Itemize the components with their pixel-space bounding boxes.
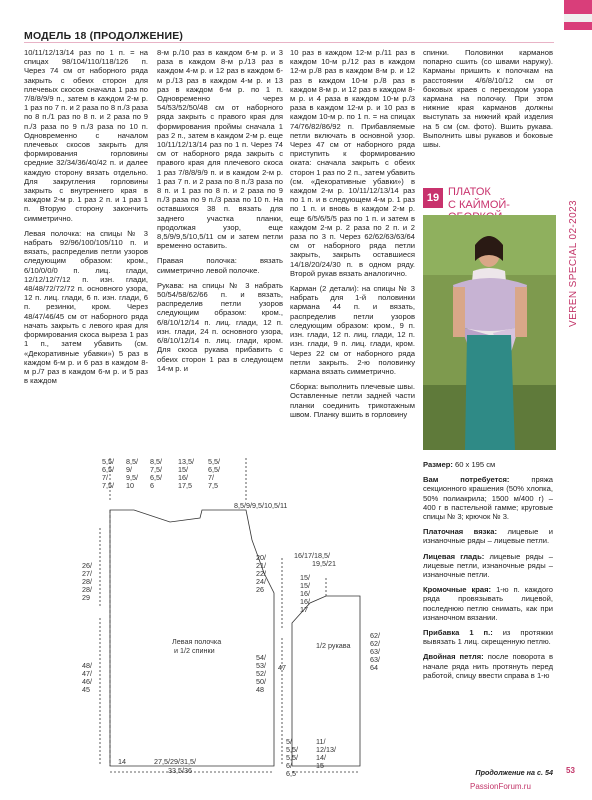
page-number: 53 [566,766,575,775]
paragraph: Правая полочка: вязать симметрично левой полочке. [157,256,283,275]
woman-shawl-illustration [423,215,556,450]
model-photo [423,215,556,450]
piece-label: Левая полочка [172,637,222,646]
dim-label: 64 [370,663,378,672]
spec-label: Кромочные края: [423,585,492,595]
dim-label: 6,5/ [102,465,114,474]
spec-text: 60 х 195 см [452,460,496,469]
paragraph: 8-м р./10 раз в каждом 6-м р. и 3 раза в каждом 8-м р./13 раз в каждом 4-м р. и 12 раз в каждом 6-м р./13 раз в каждом 4-м р. и 13 раз в каждом 6-м р. по 1 п. Одновременно через 54/53/52/50/48 см от наборного ряда закрыть с правого края для формирования проймы сначала 1 раз 2 п., затем в каждом 2-м р. еще 10/11/12/13/14 раз по 1 п. Через 74 см от наборного ряда закрыть с правого края для плечевого скоса 1 раз 7/8/8/9/9 п. и в каждом 2-м р. 1 раз 7 п. и 2 раза по 8 п./3 раза по 8 п. и 1 раз по 8 п. и 2 раза по 9 п./3 раза по 9 п./3 раза по 10 п. На оставшихся 38 п. вязать для заднего участка планки, продолжая узор, еще 8,5/9/9,5/10,5/11 см и затем петли временно оставить. [157,48,283,251]
dim-label: 15/ [300,573,310,582]
dim-label: 46/ [82,677,92,686]
dim-label: 7/ [102,473,108,482]
spec-label: Размер: [423,460,453,469]
paragraph: Рукава: на спицы № 3 набрать 50/54/58/62/66 п. и вязать, распределив петли узоров следующим образом: кром., 6/8/10/12/14 п. лиц. глади, 12 п. изн. глади, 24 п. основного узора, 6/8/10/12/14 п. лиц. глади, кром. Для скоса рукава прибавить с обеих сторон 1 раз в следующем 14-м р. и [157,280,283,373]
dim-label: 54/ [256,653,266,662]
dim-label: 24/ [256,577,266,586]
dim-label: 9/ [126,465,132,474]
dim-label: 45 [82,685,90,694]
magazine-name: VEREN SPECIAL 02-2023 [568,200,579,327]
dim-label: 15 [316,761,324,770]
dim-label: 12/13/ [316,745,336,754]
dim-label: 17 [300,605,308,614]
spec-label: Лицевая гладь: [423,551,485,561]
spec-label: Двойная петля: [423,652,484,662]
dim-label: 15/ [300,581,310,590]
piece-label: и 1/2 спинки [174,646,215,655]
spec-label: Платочная вязка: [423,527,497,537]
dim-label: 20/ [256,553,266,562]
dim-label: 8,5/ [126,457,138,466]
text-column-1 [24,48,148,391]
paragraph: Сборка: выполнить плечевые швы. Оставленные петли задней части планки соединить трикотажным швом. Планку вшить в горловину [290,382,415,419]
spec-increase [423,628,553,646]
dim-label: 5,5/ [286,745,298,754]
dim-label: 52/ [256,669,266,678]
dim-label: 10 [126,481,134,490]
spec-label: Прибавка 1 п.: [423,628,493,638]
page-header-title: МОДЕЛЬ 18 (ПРОДОЛЖЕНИЕ) [24,30,184,42]
spec-edges [423,585,553,622]
dim-label: 5/ [286,737,292,746]
dim-label: 16/17/18,5/ [294,551,330,560]
dim-label: 16/ [300,589,310,598]
magazine-side-title [568,200,588,370]
text-column-3 [290,48,415,425]
piece-label: 1/2 рукава [316,641,351,650]
dim-label: 21/ [256,561,266,570]
paragraph: 10/11/12/13/14 раз по 1 п. = на спицах 98/104/110/118/126 п. Через 74 см от наборного ряда закрыть с обеих сторон для плечевых скосов сначала 1 раз по 7/8/8/9/9 п., затем в каждом 2-м р. 1 раз по 7 п. и 2 раза по 8 п./3 раза по 8 п./1 раз по 8 п. и 2 раза по 9 п./3 раза по 9 п./3 раза по 10 п. Одновременно с началом плечевых скосов закрыть для формирования горловины средние 32/34/36/40/42 п. и далее каждую сторону вязать отдельно. Для закругления горловины закрыть с внутреннего края в каждом 2-м р. 1 раз 2 п. и 1 раз 1 п. Вторую сторону закончить симметрично. [24,48,148,223]
dim-label: 28/ [82,585,92,594]
dim-label: 8,5/9/9,5/10,5/11 [234,501,288,510]
paragraph: Карман (2 детали): на спицы № 3 набрать для 1-й половинки кармана 44 п. и вязать, распределив петли узоров следующим образом: кром., 9 п. изн. глади, 12 п. лиц. глади, 12 п. изн. глади, 9 п. лиц. глади, кром. Через 22 см от наборного ряда петли закрыть. 2-ю половинку кармана вязать симметрично. [290,284,415,376]
dim-label: 7,5/ [150,465,162,474]
pattern-schematic [24,448,419,778]
spec-text: 1-ю п. каждого ряда провязывать лицевой, последнюю петлю снимать, как при изнаночном вязании. [423,585,553,622]
dim-label: 14 [118,757,126,766]
dim-label: 19,5/21 [312,559,336,568]
model-title-line-2: С КАЙМОЙ- [448,198,510,211]
dim-label: 16/ [178,473,188,482]
specs-column [423,460,553,686]
spec-text: пряжа секционного крашения (50% хлопка, 50% полиакрила; 1500 м/400 г) – 400 г в пастельной гамме; круговые спицы № 3; крючок № 3. [423,475,553,522]
spec-label: Вам потребуется: [423,475,510,485]
dim-label: 62/ [370,639,380,648]
dim-label: 26/ [82,561,92,570]
spec-double-stitch [423,652,553,680]
model-number-badge: 19 [423,188,443,208]
dim-label: 11/ [316,737,326,746]
dim-label: 13,5/ [178,457,194,466]
paragraph: Левая полочка: на спицы № 3 набрать 92/96/100/105/110 п. и вязать, распределив петли узоров следующим образом: кром., 6/10/0/0/0 п. лиц. глади, 12/12/12/7/12 п. изн. глади, 48/48/72/72/72 п. основного узора, 12 п. лиц. глади, 6 п. изн. глади, 6 п. резинки, кром. Через 48/47/46/45 см от наборного ряда начать закрыть с левого края для формирования скоса выреза 1 раз 1 п., затем убавить (см. «Декоративные убавки») 5 раз в каждом 6-м р. и 6 раз в каждом 8-м р./7 раз в каждом 6-м р. и 5 раз в каждом [24,228,148,386]
spec-text: лицевые ряды – лицевые петли, изнаночные ряды – изнаночные петли. [423,551,553,580]
dim-label: 22/ [256,569,266,578]
dim-label: 48 [256,685,264,694]
dim-label: 33,5/36 [168,766,192,775]
dim-label: 6,5/ [150,473,162,482]
dim-label: 5,5/ [208,457,220,466]
dim-label: 26 [256,585,264,594]
dim-label: 50/ [256,677,266,686]
side-color-bar [564,0,592,190]
text-column-4 [423,48,553,155]
spec-text: из протяжки вывязать 1 лиц. скрещенную петлю. [423,628,553,647]
dim-label: 63/ [370,647,380,656]
dim-label: 8,5/ [150,457,162,466]
model-title-line-1: ПЛАТОК [448,186,491,198]
paragraph: спинки. Половинки карманов попарно сшить (со швами наружу). Карманы пришить к полочкам на расстоянии 4/6/8/10/12 см от боковых краев с переходом узора кармана на полочку. При этом нижние края карманов должны выступать за нижний край изделия на 5 см (см. фото). Вшить рукава. Выполнить швы рукавов и боковые швы. [423,48,553,150]
dim-label: 53/ [256,661,266,670]
spec-size [423,460,553,469]
text-column-2 [157,48,283,379]
header-divider [24,42,554,43]
dim-label: 7/ [208,473,214,482]
dim-label: 16/ [300,597,310,606]
dim-label: 29 [82,593,90,602]
dim-label: 15/ [178,465,188,474]
spec-text: после поворота в начале ряда нить протянуть перед работой, спицу ввести справа в 1-ю [423,652,553,680]
dim-label: 9,5/ [126,473,138,482]
dim-label: 5,5/ [102,457,114,466]
paragraph: 10 раз в каждом 12-м р./11 раз в каждом 10-м р./12 раз в каждом 12-м р./8 раз в каждом 8-м р. и 12 раз в каждом 10-м р./8 раз в каждом 8-м р. и 12 раз в каждом 8-м р. и 4 раза в каждом 10-м р./3 раза в каждом 12-м р. и 10 раз в каждом 10-м р. по 1 п. = на спицах 74/76/82/86/92 п. Прибавляемые петли включать в основной узор. Через 47 см от наборного ряда приступить к формированию оката: сначала закрыть с обеих сторон 1 раз по 2 п., затем убавить (см. «Декоративные убавки») в каждом 2-м р. 10/11/12/13/14 раз по 1 п. и в следующем 4-м р. 1 раз по 1 п. и вновь в каждом 2-м р. еще 6/5/6/5/5 раз по 1 п. и затем в каждом 2-м р. 2 раза по 2 п. и 2 раза по 3 п. Через 62/62/63/63/64 см от наборного ряда петли закрыть, закрыть оставшиеся 14/18/20/24/30 п. в одном ряду. Второй рукав вязать аналогично. [290,48,415,278]
continue-note: Продолжение на с. 54 [475,768,553,777]
dim-label: 48/ [82,661,92,670]
spec-stockinette [423,552,553,580]
dim-label: 63/ [370,655,380,664]
dim-label: 27,5/29/31,5/ [154,757,196,766]
schematic-svg [24,448,419,778]
dim-label: 6,5/ [208,465,220,474]
dim-label: 6,5 [286,769,296,778]
dim-label: 6 [150,481,154,490]
dim-label: 17,5 [178,481,192,490]
dim-label: 47/ [82,669,92,678]
dim-label: 6/ [286,761,292,770]
dim-label: 7,5 [208,481,218,490]
dim-label: 27/ [82,569,92,578]
spec-garter [423,527,553,545]
dim-label: 28/ [82,577,92,586]
dim-label: 7,5/ [102,481,114,490]
website-watermark: PassionForum.ru [470,782,531,791]
spec-text: лицевые и изнаночные ряды – лицевые петли. [423,527,553,546]
spec-materials [423,475,553,521]
dim-label: 14/ [316,753,326,762]
dim-label: 5,5/ [286,753,298,762]
dim-label: 62/ [370,631,380,640]
dim-label: 47 [278,663,286,672]
